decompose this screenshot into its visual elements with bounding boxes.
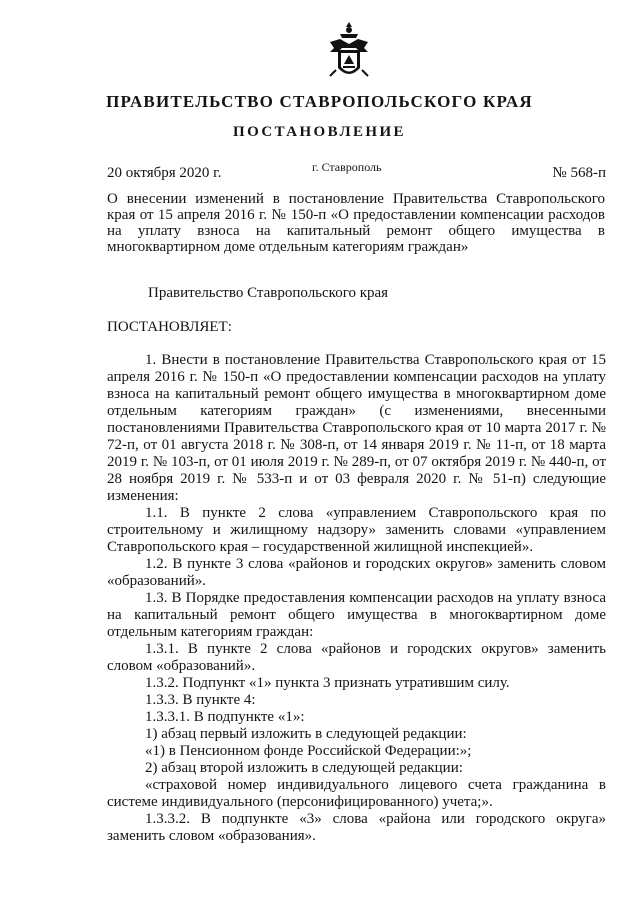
paragraph-1-1: 1.1. В пункте 2 слова «управлением Ставропольского края по строительному и жилищному надзору» заменить словами «управлением Ставропольского края – государственной жилищной инспекцией». bbox=[107, 505, 606, 555]
document-type: ПОСТАНОВЛЕНИЕ bbox=[233, 124, 406, 140]
sub-item-1: 1) абзац первый изложить в следующей редакции: bbox=[145, 726, 467, 742]
document-city: г. Ставрополь bbox=[312, 160, 382, 174]
paragraph-1-3-2: 1.3.2. Подпункт «1» пункта 3 признать утратившим силу. bbox=[145, 675, 510, 691]
paragraph-1-3-3-2: 1.3.3.2. В подпункте «3» слова «района или городского округа» заменить словом «образования». bbox=[107, 811, 606, 844]
document-title: О внесении изменений в постановление Правительства Ставропольского края от 15 апреля 2016 г. № 150-п «О предоставлении компенсации расходов на уплату взноса на капитальный ремонт общего имущества в многоквартирном доме отдельным категориям граждан» bbox=[107, 191, 605, 255]
organization-title: ПРАВИТЕЛЬСТВО СТАВРОПОЛЬСКОГО КРАЯ bbox=[106, 92, 533, 111]
quoted-text-2: «страховой номер индивидуального лицевого счета гражданина в системе индивидуального (персонифицированного) учета;». bbox=[107, 777, 606, 810]
paragraph-1-3-3: 1.3.3. В пункте 4: bbox=[145, 692, 256, 708]
decree-word: ПОСТАНОВЛЯЕТ: bbox=[107, 319, 232, 335]
paragraph-1-3: 1.3. В Порядке предоставления компенсации расходов на уплату взноса на капитальный ремонт общего имущества в многоквартирном доме отдельным категориям граждан: bbox=[107, 590, 606, 640]
paragraph-1-2: 1.2. В пункте 3 слова «районов и городских округов» заменить словом «образований». bbox=[107, 556, 606, 589]
document-number: № 568-п bbox=[552, 165, 606, 181]
document-date: 20 октября 2020 г. bbox=[107, 165, 222, 181]
coat-of-arms-emblem bbox=[326, 22, 372, 82]
paragraph-1-3-3-1: 1.3.3.1. В подпункте «1»: bbox=[145, 709, 305, 725]
sub-item-2: 2) абзац второй изложить в следующей редакции: bbox=[145, 760, 463, 776]
document-body bbox=[107, 352, 606, 845]
issuer-line: Правительство Ставропольского края bbox=[148, 285, 389, 301]
quoted-text-1: «1) в Пенсионном фонде Российской Федерации:»; bbox=[145, 743, 472, 759]
paragraph-1: 1. Внести в постановление Правительства Ставропольского края от 15 апреля 2016 г. № 150-п «О предоставлении компенсации расходов на уплату взноса на капитальный ремонт общего имущества в многоквартирном доме отдельным категориям граждан» (с изменениями, внесенными постановлениями Правительства Ставропольского края от 10 марта 2017 г. № 72-п, от 01 августа 2018 г. № 308-п, от 14 января 2019 г. № 11-п, от 18 марта 2019 г. № 103-п, от 01 июля 2019 г. № 289-п, от 07 октября 2019 г. № 440-п, от 28 ноября 2019 г. № 533-п и от 03 февраля 2020 г. № 51-п) следующие изменения: bbox=[107, 352, 606, 504]
paragraph-1-3-1: 1.3.1. В пункте 2 слова «районов и городских округов» заменить словом «образований». bbox=[107, 641, 606, 674]
